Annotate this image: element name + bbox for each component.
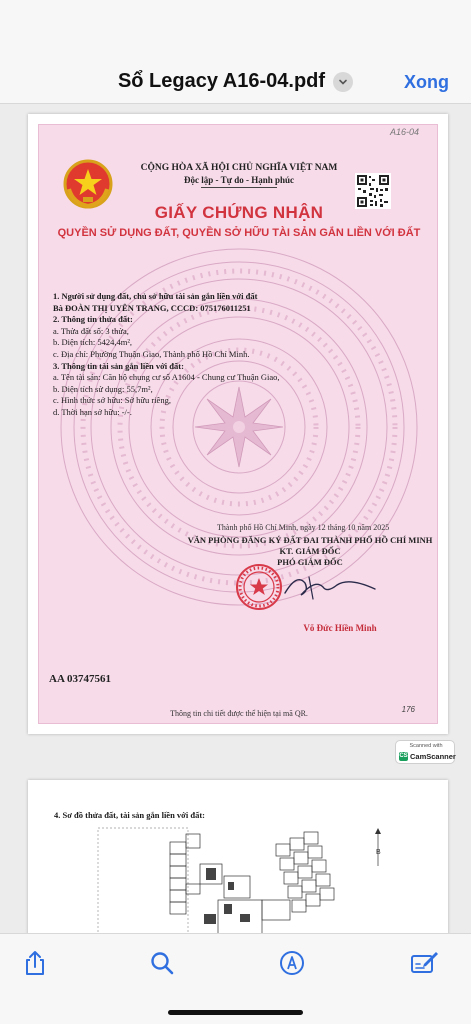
nav-bar — [0, 0, 471, 104]
chevron-down-icon — [338, 77, 348, 87]
markup-icon — [279, 950, 305, 976]
section-3-heading: 3. Thông tin tài sản gắn liền với đất: — [53, 360, 184, 371]
header-divider — [201, 187, 277, 188]
sign-kt: KT. GIÁM ĐỐC — [279, 546, 341, 556]
motto-header: Độc lập - Tự do - Hạnh phúc — [183, 175, 294, 185]
asset-ownership: c. Hình thức sở hữu: Sở hữu riêng, — [53, 395, 171, 406]
share-icon — [22, 949, 48, 977]
corner-note: A16-04 — [389, 127, 419, 137]
north-arrow-label: B — [376, 849, 381, 856]
camscanner-name: CamScanner — [410, 752, 456, 761]
certificate-title: GIẤY CHỨNG NHẬN — [154, 203, 324, 222]
signer-name: Võ Đức Hiền Minh — [303, 623, 377, 633]
annotate-icon — [410, 950, 440, 976]
parcel-map — [28, 824, 448, 933]
official-seal-icon — [235, 563, 283, 611]
certificate — [38, 124, 438, 724]
sign-role: PHÓ GIÁM ĐỐC — [277, 557, 343, 567]
certificate-subtitle: QUYỀN SỬ DỤNG ĐẤT, QUYỀN SỞ HỮU TÀI SẢN GẮN LIỀN VỚI ĐẤT — [57, 227, 421, 239]
asset-name: a. Tên tài sản: Căn hộ chung cư số A1604 - Chung cư Thuận Giao, — [53, 372, 280, 383]
camscanner-caption: Scanned with — [409, 743, 443, 749]
nav-title-group[interactable] — [0, 70, 471, 93]
document-title[interactable]: Sổ Legacy A16-04.pdf — [117, 70, 326, 92]
pdf-page-1 — [28, 114, 448, 734]
section-4-heading: 4. Sơ đồ thửa đất, tài sản gắn liền với đất: — [54, 810, 206, 820]
certificate-body — [53, 291, 423, 419]
search-button[interactable] — [147, 948, 177, 978]
parcel-area: b. Diện tích: 5424,4m², — [53, 337, 133, 348]
markup-button[interactable] — [277, 948, 307, 978]
document-viewer[interactable] — [0, 104, 471, 933]
asset-term: d. Thời hạn sở hữu: -/-. — [53, 406, 132, 417]
qr-note: Thông tin chi tiết được thể hiện tại mã QR. — [170, 709, 308, 718]
serial-number: AA 03747561 — [49, 673, 112, 685]
national-emblem-icon — [63, 159, 113, 209]
asset-area: b. Diện tích sử dụng: 55,7m², — [53, 383, 153, 394]
section-1-heading: 1. Người sử dụng đất, chủ sở hữu tài sản gắn liền với đất — [53, 291, 258, 301]
sign-date: Thành phố Hồ Chí Minh, ngày 12 tháng 10 năm 2025 — [217, 523, 390, 532]
camscanner-logo-icon: CS — [399, 753, 408, 759]
pdf-page-2 — [28, 780, 448, 933]
sign-office: VĂN PHÒNG ĐĂNG KÝ ĐẤT ĐAI THÀNH PHỐ HỒ CHÍ MINH — [187, 535, 433, 545]
home-indicator[interactable] — [168, 1010, 303, 1015]
share-button[interactable] — [20, 948, 50, 978]
country-header: CỘNG HÒA XÃ HỘI CHỦ NGHĨA VIỆT NAM — [140, 163, 338, 173]
signature — [279, 569, 379, 603]
annotate-button[interactable] — [410, 948, 440, 978]
page-number: 176 — [401, 705, 415, 714]
camscanner-badge — [395, 740, 455, 764]
parcel-address: c. Địa chỉ: Phường Thuận Giao, Thành phố Hồ Chí Minh. — [53, 348, 250, 359]
title-menu-button[interactable] — [333, 72, 353, 92]
parcel-number: a. Thửa đất số: 3 thửa, — [53, 325, 129, 336]
section-2-heading: 2. Thông tin thửa đất: — [53, 314, 133, 325]
search-icon — [149, 950, 175, 976]
camscanner-brand — [399, 752, 456, 761]
owner-line: Bà ĐOÀN THỊ UYÊN TRANG, CCCD: 075176011251 — [53, 302, 251, 313]
done-button[interactable]: Xong — [404, 72, 449, 92]
